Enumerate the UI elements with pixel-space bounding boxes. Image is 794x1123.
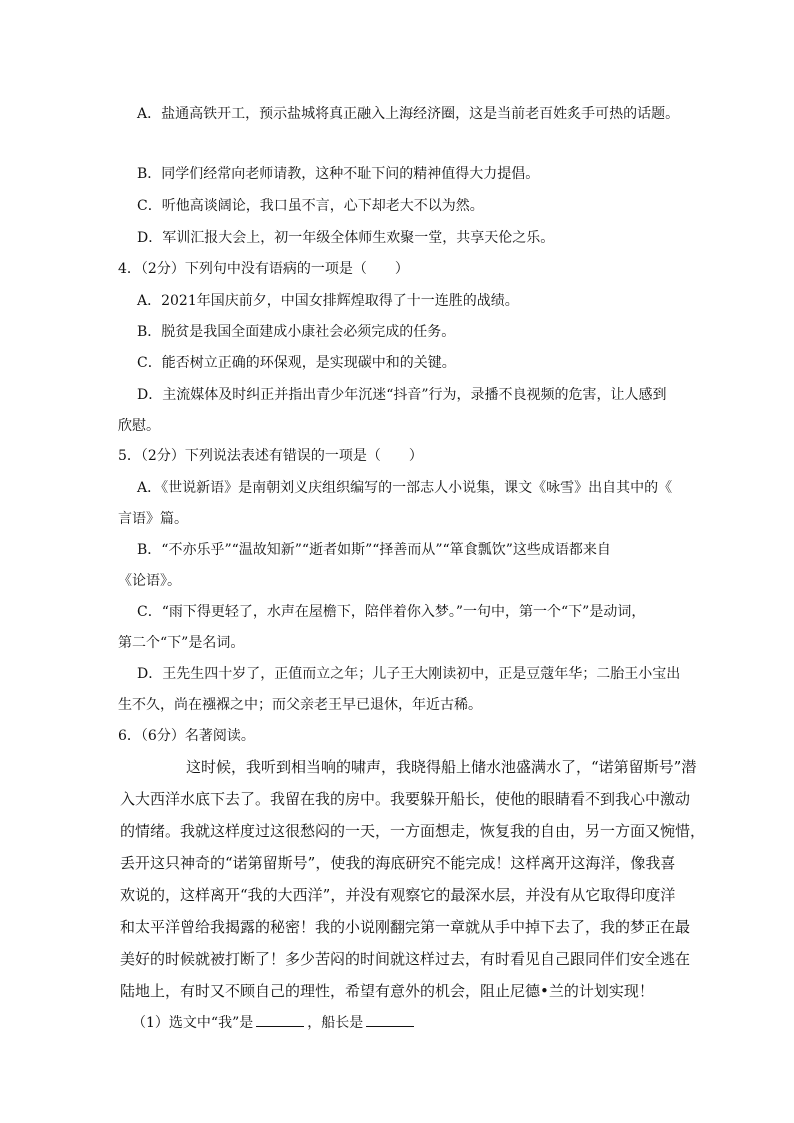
- q5-option-c-line1: C．“雨下得更轻了，水声在屋檐下，陪伴着你入梦。”一句中，第一个“下”是动词，: [137, 604, 646, 620]
- q4-option-c: C．能否树立正确的环保观，是实现碳中和的关键。: [137, 355, 456, 371]
- q4-option-d-line1: D．主流媒体及时纠正并指出青少年沉迷“抖音”行为，录播不良视频的危害，让人感到: [137, 387, 667, 403]
- sub1-text-part2: ，船长是: [307, 1015, 364, 1031]
- passage-line: 丢开这只神奇的“诺第留斯号”，使我的海底研究不能完成！这样离开这海洋，像我喜: [120, 854, 676, 872]
- q6-subquestion-1: [132, 1012, 417, 1033]
- q5-option-d-line2: 生不久，尚在襁褓之中；而父亲老王早已退休，年近古稀。: [118, 697, 482, 713]
- q4-option-a: A．2021年国庆前夕，中国女排辉煌取得了十一连胜的战绩。: [137, 293, 519, 309]
- passage-line: 这时候，我听到相当响的啸声，我晓得船上储水池盛满水了，“诺第留斯号”潜: [186, 758, 697, 776]
- sub1-text-part1: （1）选文中“我”是: [132, 1015, 254, 1031]
- answer-blank-captain[interactable]: [366, 1012, 414, 1027]
- q5-option-b-line1: B．“不亦乐乎”“温故知新”“逝者如斯”“择善而从”“箪食瓢饮”这些成语都来自: [137, 542, 611, 558]
- q5-option-c-line2: 第二个“下”是名词。: [118, 635, 245, 651]
- answer-blank-me[interactable]: [256, 1012, 304, 1027]
- q4-option-b: B．脱贫是我国全面建成小康社会必须完成的任务。: [137, 324, 456, 340]
- q5-option-d-line1: D．王先生四十岁了，正值而立之年；儿子王大刚读初中，正是豆蔻年华；二胎王小宝出: [137, 666, 681, 682]
- q3-option-d: D．军训汇报大会上，初一年级全体师生欢聚一堂，共享天伦之乐。: [137, 230, 555, 246]
- q4-stem: 4．（2分）下列句中没有语病的一项是（ ）: [118, 261, 409, 277]
- q5-option-a-line1: A．《世说新语》是南朝刘义庆组织编写的一部志人小说集，课文《咏雪》出自其中的《: [137, 480, 673, 496]
- q3-option-a: A．盐通高铁开工，预示盐城将真正融入上海经济圈，这是当前老百姓炙手可热的话题。: [137, 106, 680, 122]
- q3-option-c: C．听他高谈阔论，我口虽不言，心下却老大不以为然。: [137, 198, 484, 214]
- passage-line: 欢说的，这样离开“我的大西洋”，并没有观察它的最深水层，并没有从它取得印度洋: [120, 886, 676, 904]
- passage-line: 入大西洋水底下去了。我留在我的房中。我要躲开船长，使他的眼睛看不到我心中激动: [120, 790, 691, 808]
- q5-option-a-line2: 言语》篇。: [118, 511, 188, 527]
- passage-line: 的情绪。我就这样度过这很愁闷的一天，一方面想走，恢复我的自由，另一方面又惋惜，: [120, 822, 706, 840]
- q5-stem: 5．（2分）下列说法表述有错误的一项是（ ）: [118, 448, 423, 464]
- q4-option-d-line2: 欣慰。: [118, 418, 160, 434]
- passage-line: 和太平洋曾给我揭露的秘密！我的小说刚翻完第一章就从手中掉下去了，我的梦正在最: [120, 918, 691, 936]
- passage-line: 陆地上，有时又不顾自己的理性，希望有意外的机会，阻止尼德•兰的计划实现！: [120, 982, 654, 1000]
- q5-option-b-line2: 《论语》。: [118, 573, 181, 589]
- passage-line: 美好的时候就被打断了！多少苦闷的时间就这样过去，有时看见自己跟同伴们安全逃在: [120, 950, 691, 968]
- q3-option-b: B．同学们经常向老师请教，这种不耻下问的精神值得大力提倡。: [137, 166, 540, 182]
- q6-stem: 6．（6分）名著阅读。: [118, 728, 255, 744]
